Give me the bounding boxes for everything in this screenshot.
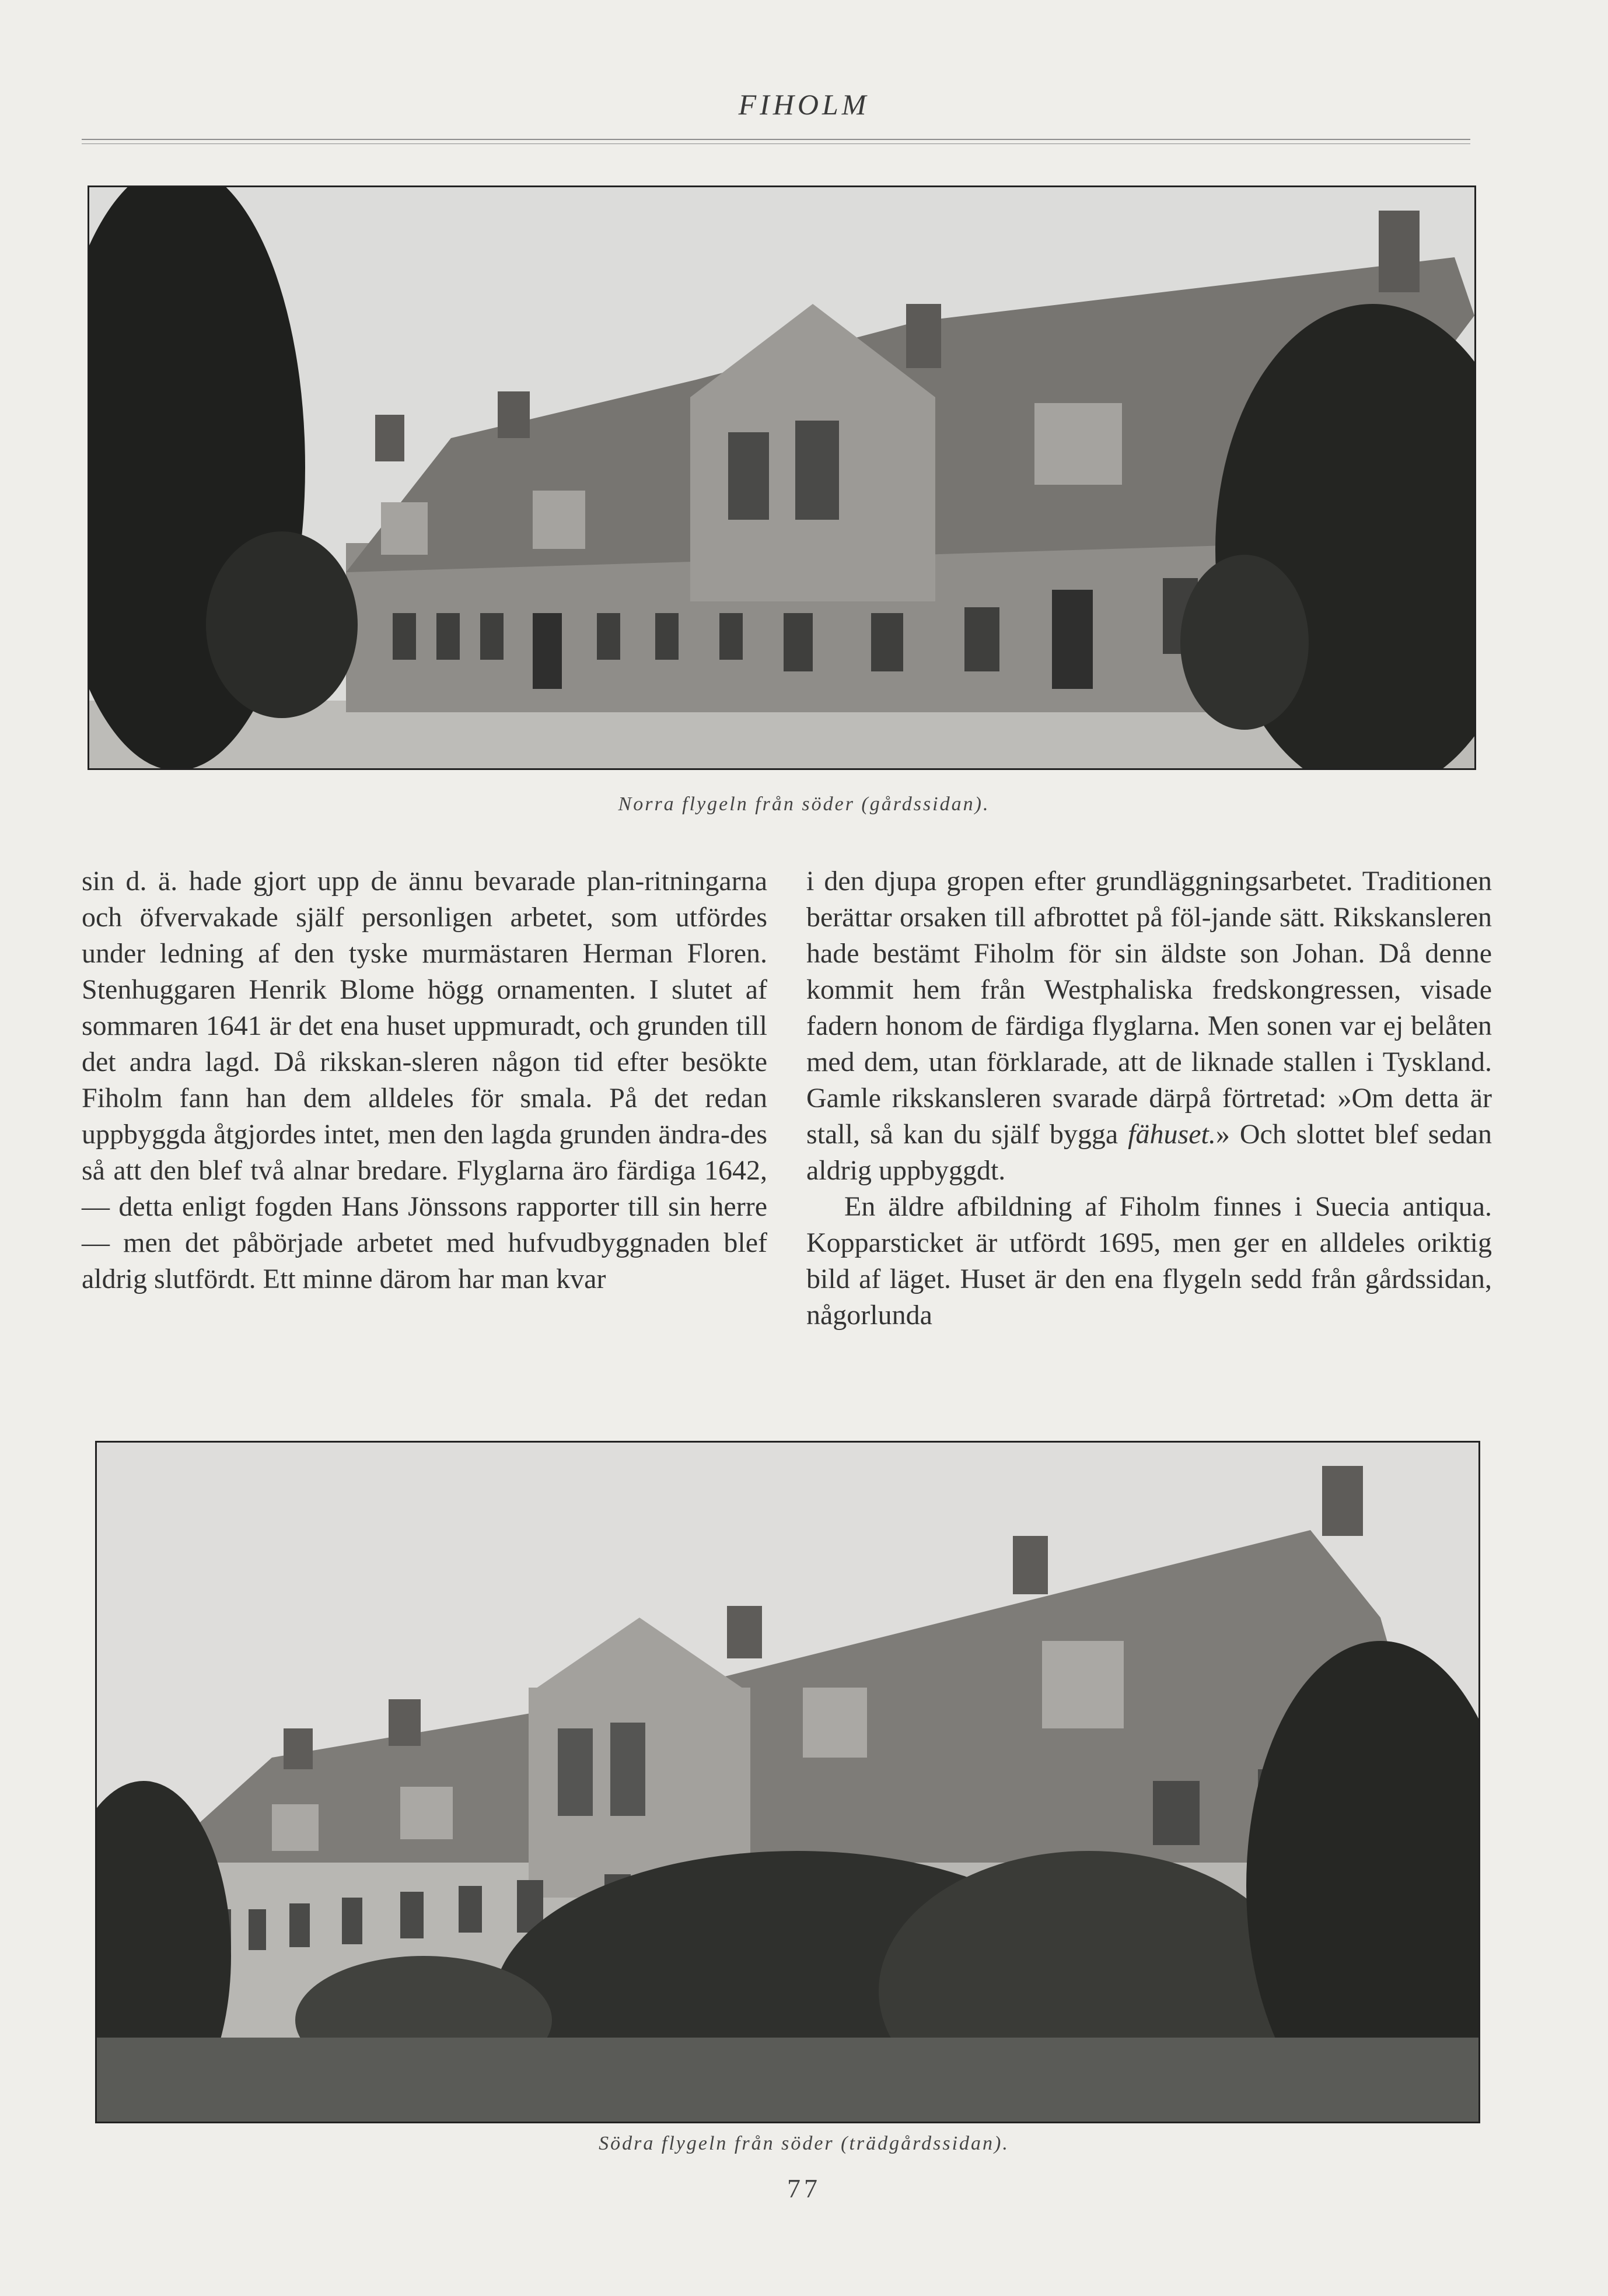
paragraph: En äldre afbildning af Fiholm finnes i Suecia antiqua. Kopparsticket är utfördt 1695, men ger en alldeles oriktig bild af läget. Huset är den ena flygeln sedd från gårdssidan, någorlunda — [806, 1191, 1492, 1331]
page-number: 77 — [787, 2174, 821, 2203]
text-column-left — [82, 863, 767, 1297]
header-rule — [82, 139, 1470, 140]
paragraph: sin d. ä. hade gjort upp de ännu bevarade plan-ritningarna och öfvervakade själf personligen arbetet, som utfördes under ledning af den tyske murmästaren Herman Floren. Stenhuggaren Henrik Blome högg ornamenten. I slutet af sommaren 1641 är det ena huset uppmuradt, och grunden till det andra lagd. Då rikskan-sleren någon tid efter besökte Fiholm fann han dem alldeles för smala. På det redan uppbyggda åtgjordes intet, men den lagda grunden ändra-des så att den blef två alnar bredare. Flyglarna äro färdiga 1642, — detta enligt fogden Hans Jönssons rapporter till sin herre — men det påbörjade arbetet med hufvudbyggnaden blef aldrig slutfördt. Ett minne därom har man kvar — [82, 866, 767, 1294]
photo-south-wing — [95, 1441, 1480, 2123]
paragraph — [806, 863, 1492, 1189]
text-run: » Och slottet blef sedan aldrig uppbyggdt. — [806, 1119, 1492, 1186]
running-head: FIHOLM — [738, 88, 870, 121]
italic-word: fähuset. — [1128, 1119, 1216, 1150]
photo-north-wing — [88, 186, 1476, 770]
text-run: i den djupa gropen efter grundläggningsarbetet. Traditionen berättar orsaken till afbrottet på föl-jande sätt. Rikskansleren hade bestämt Fiholm för sin äldste son Johan. Då denne kommit hem från Westphaliska fredskongressen, visade fadern honom de färdiga flyglarna. Men sonen var ej belåten med dem, utan förklarade, att de liknade stallen i Tyskland. Gamle rikskansleren svarade därpå förtretad: »Om detta är stall, så kan du själf bygga — [806, 866, 1492, 1150]
figure-caption-top: Norra flygeln från söder (gårdssidan). — [618, 793, 990, 815]
figure-caption-bottom: Södra flygeln från söder (trädgårdssidan). — [599, 2133, 1009, 2154]
text-column-right — [806, 863, 1492, 1334]
